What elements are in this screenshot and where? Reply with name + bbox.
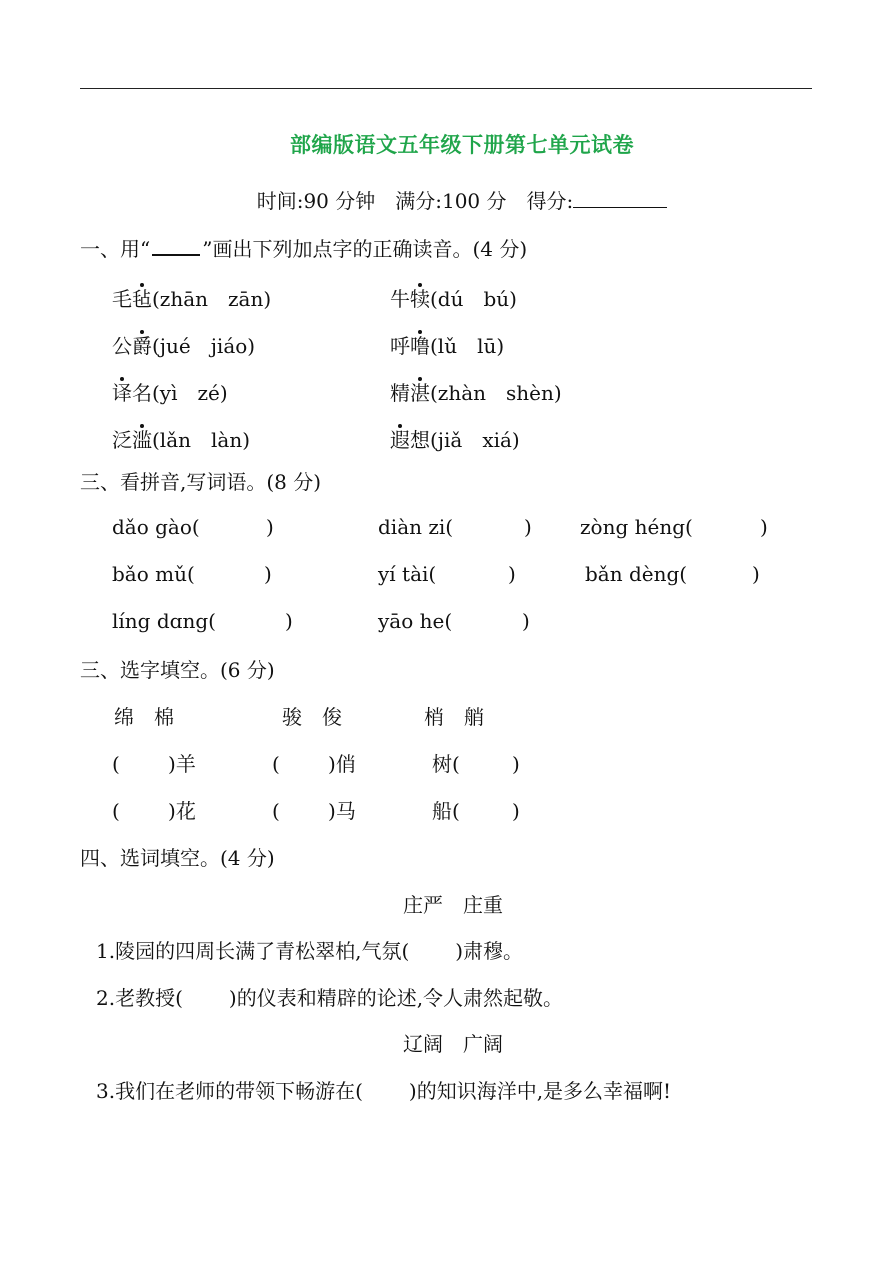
pinyin-choice-item[interactable]: 毛毡(zhān zān)	[112, 287, 272, 311]
header-rule	[80, 88, 812, 89]
answer-close-paren: )	[752, 562, 760, 586]
pinyin-choice-item[interactable]: 遐想(jiǎ xiá)	[390, 428, 520, 452]
answer-close-paren: )	[522, 609, 530, 633]
pinyin-choice-item[interactable]: 精湛(zhàn shèn)	[390, 381, 562, 405]
question-1: 1.陵园的四周长满了青松翠柏,气氛( )肃穆。	[96, 939, 524, 963]
question-2: 2.老教授( )的仪表和精辟的论述,令人肃然起敬。	[96, 986, 564, 1010]
char-choice-group: 梢 艄	[424, 705, 484, 729]
fill-word: 船(	[432, 799, 460, 823]
pinyin-choice-item[interactable]: 呼噜(lǔ lū)	[390, 334, 505, 358]
pinyin-choice-item[interactable]: 公爵(jué jiáo)	[112, 334, 256, 358]
question-3: 3.我们在老师的带领下畅游在( )的知识海洋中,是多么幸福啊!	[96, 1079, 672, 1103]
fill-word: )羊	[168, 752, 196, 776]
time-limit: 时间:90 分钟	[256, 189, 376, 213]
pinyin-word-prompt: zòng héng(	[580, 515, 693, 539]
fill-open-paren: (	[112, 799, 120, 823]
section1-heading: 一、用“ ”画出下列加点字的正确读音。(4 分)	[80, 237, 528, 261]
answer-close-paren: )	[264, 562, 272, 586]
fill-open-paren: (	[272, 752, 280, 776]
fill-close-paren: )	[512, 752, 520, 776]
pinyin-word-prompt: yí tài(	[378, 562, 437, 586]
section2-heading: 三、看拼音,写词语。(8 分)	[80, 470, 322, 494]
fill-open-paren: (	[272, 799, 280, 823]
word-choice-pair: 辽阔 广阔	[403, 1032, 503, 1056]
pinyin-word-prompt: diàn zi(	[378, 515, 454, 539]
score-label: 得分:	[526, 189, 574, 213]
pinyin-word-prompt: dǎo gào(	[112, 515, 200, 539]
char-choice-group: 骏 俊	[282, 705, 342, 729]
answer-close-paren: )	[508, 562, 516, 586]
pinyin-word-prompt: yāo he(	[378, 609, 453, 633]
page-title: 部编版语文五年级下册第七单元试卷	[290, 133, 634, 157]
score-blank[interactable]	[573, 189, 667, 208]
pinyin-choice-item[interactable]: 译名(yì zé)	[112, 381, 228, 405]
fill-word: )马	[328, 799, 356, 823]
section3-heading: 三、选字填空。(6 分)	[80, 658, 275, 682]
pinyin-word-prompt: bǎo mǔ(	[112, 562, 195, 586]
section4-heading: 四、选词填空。(4 分)	[80, 846, 275, 870]
word-choice-pair: 庄严 庄重	[403, 893, 503, 917]
fill-open-paren: (	[112, 752, 120, 776]
answer-close-paren: )	[524, 515, 532, 539]
answer-close-paren: )	[760, 515, 768, 539]
answer-close-paren: )	[285, 609, 293, 633]
pinyin-choice-item[interactable]: 牛犊(dú bú)	[390, 287, 517, 311]
fill-word: 树(	[432, 752, 460, 776]
pinyin-word-prompt: líng dɑng(	[112, 609, 216, 633]
pinyin-word-prompt: bǎn dèng(	[585, 562, 688, 586]
fill-word: )花	[168, 799, 196, 823]
pinyin-choice-item[interactable]: 泛滥(lǎn làn)	[112, 428, 251, 452]
exam-meta	[0, 188, 892, 214]
fill-close-paren: )	[512, 799, 520, 823]
char-choice-group: 绵 棉	[114, 705, 174, 729]
answer-close-paren: )	[266, 515, 274, 539]
underline-sample	[152, 238, 200, 256]
fill-word: )俏	[328, 752, 356, 776]
full-score: 满分:100 分	[395, 189, 507, 213]
